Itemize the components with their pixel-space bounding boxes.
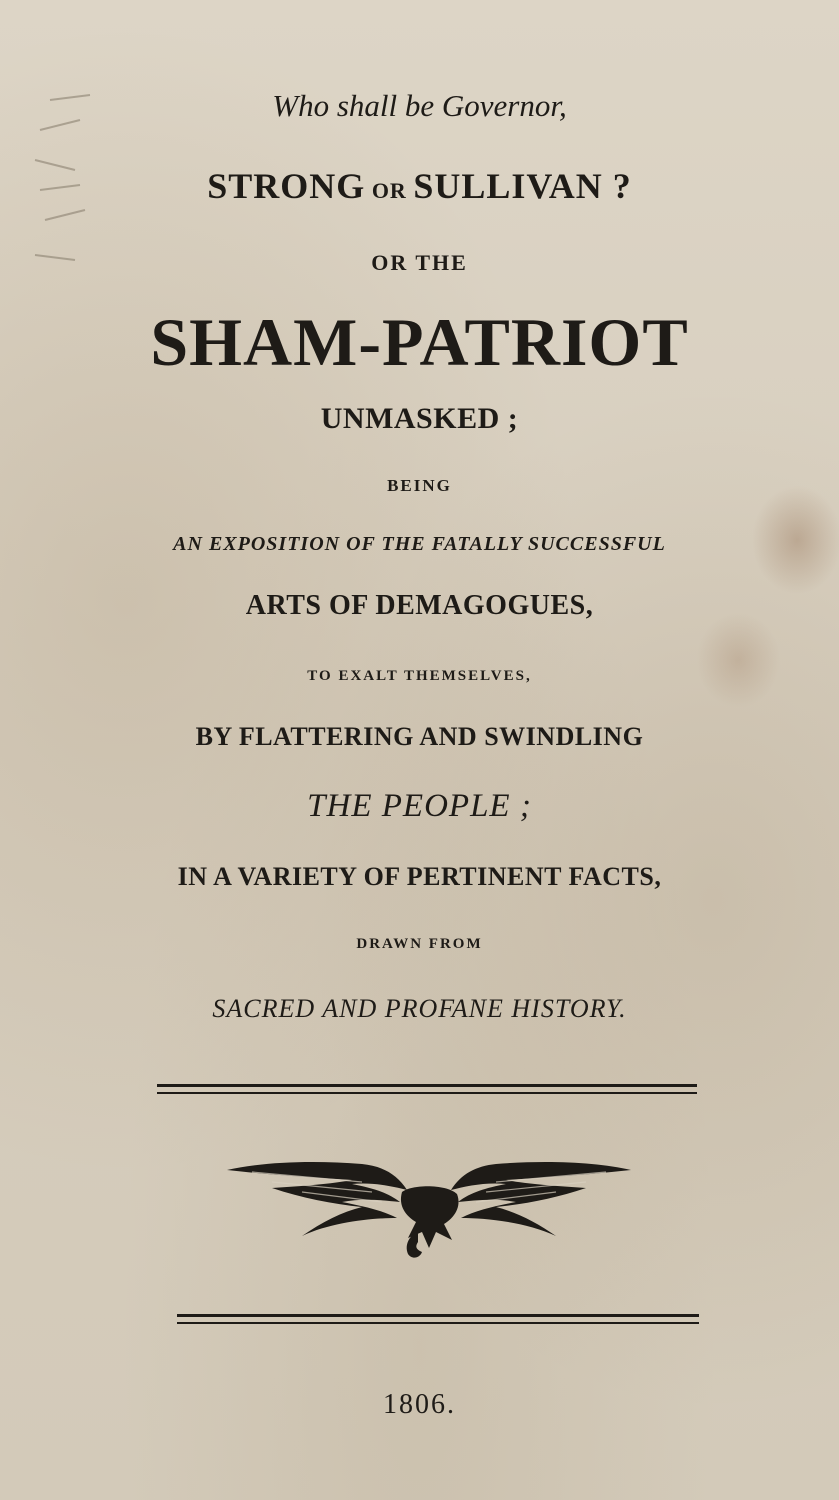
strong-text: STRONG xyxy=(207,166,366,206)
unmasked: UNMASKED ; xyxy=(320,402,519,435)
eagle-icon xyxy=(222,1152,636,1262)
drawn-from: DRAWN FROM xyxy=(356,936,483,952)
or-text: OR xyxy=(365,178,414,203)
sham-patriot-heading: SHAM-PATRIOT xyxy=(150,304,689,380)
arts-of-demagogues: ARTS OF DEMAGOGUES, xyxy=(245,590,594,621)
upper-rule xyxy=(157,1084,697,1094)
flattering-and-swindling: BY FLATTERING AND SWINDLING xyxy=(195,722,644,751)
exposition-line: AN EXPOSITION OF THE FATALLY SUCCESSFUL xyxy=(173,533,666,555)
variety-of-facts: IN A VARIETY OF PERTINENT FACTS, xyxy=(177,862,662,891)
to-exalt-themselves: TO EXALT THEMSELVES, xyxy=(307,668,532,684)
the-people: THE PEOPLE ; xyxy=(307,788,532,824)
being: BEING xyxy=(387,476,452,495)
who-shall-be-governor: Who shall be Governor, xyxy=(272,88,567,123)
lower-rule xyxy=(177,1314,699,1324)
or-the: OR THE xyxy=(371,250,468,275)
publication-year: 1806. xyxy=(383,1389,456,1420)
sullivan-text: SULLIVAN ? xyxy=(413,166,632,206)
sacred-and-profane-history: SACRED AND PROFANE HISTORY. xyxy=(212,994,627,1023)
strong-or-sullivan xyxy=(0,165,839,207)
